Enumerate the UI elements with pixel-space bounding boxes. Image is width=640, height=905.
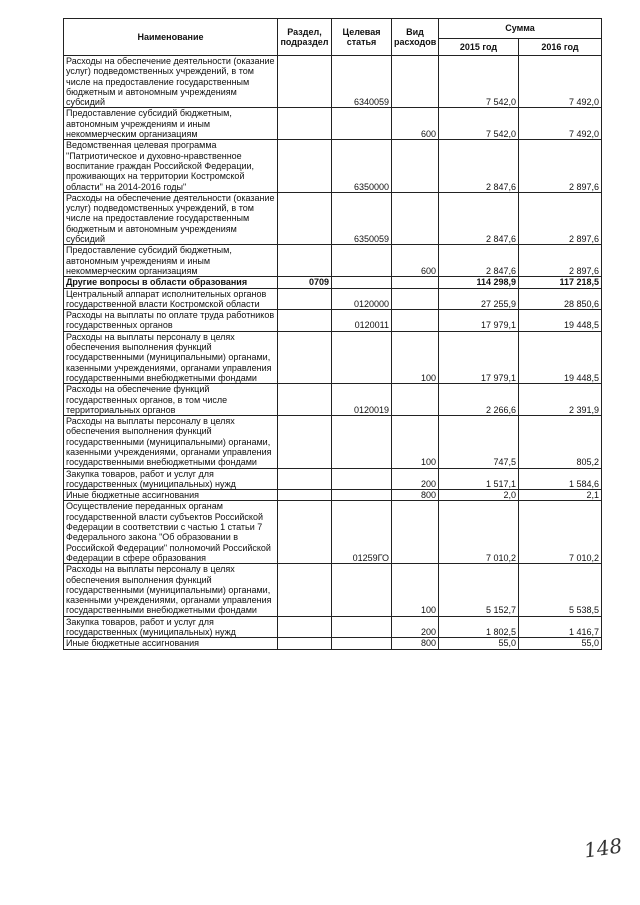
- header-2016: 2016 год: [519, 39, 602, 56]
- row-section: [278, 288, 332, 310]
- row-sum-2016: 7 010,2: [519, 501, 602, 564]
- row-target: [332, 331, 392, 383]
- row-type: 600: [392, 245, 439, 277]
- table-row: [64, 564, 602, 616]
- row-target: [332, 638, 392, 649]
- row-section: [278, 638, 332, 649]
- header-name: Наименование: [64, 19, 278, 56]
- row-sum-2016: 7 492,0: [519, 56, 602, 108]
- row-section: [278, 245, 332, 277]
- row-section: [278, 490, 332, 501]
- row-sum-2015: 7 542,0: [439, 108, 519, 140]
- row-sum-2015: 1 517,1: [439, 468, 519, 490]
- row-section: [278, 384, 332, 416]
- row-sum-2015: 2 847,6: [439, 192, 519, 244]
- table-row: [64, 331, 602, 383]
- row-name: Закупка товаров, работ и услуг для государственных (муниципальных) нужд: [64, 616, 278, 638]
- row-type: [392, 384, 439, 416]
- row-type: [392, 310, 439, 332]
- table-row: [64, 490, 602, 501]
- table-row: [64, 416, 602, 468]
- row-section: [278, 501, 332, 564]
- row-type: [392, 288, 439, 310]
- row-sum-2015: 114 298,9: [439, 277, 519, 288]
- row-sum-2016: 2 897,6: [519, 192, 602, 244]
- page-number: 148: [582, 833, 624, 863]
- row-target: 6350000: [332, 140, 392, 192]
- table-row: [64, 310, 602, 332]
- table-row: [64, 616, 602, 638]
- row-target: 6340059: [332, 56, 392, 108]
- header-sum: Сумма: [439, 19, 602, 39]
- header-section: Раздел, подраздел: [278, 19, 332, 56]
- row-name: Расходы на обеспечение функций государственных органов, в том числе территориальных органов: [64, 384, 278, 416]
- row-section: [278, 416, 332, 468]
- row-target: [332, 277, 392, 288]
- row-sum-2016: 19 448,5: [519, 310, 602, 332]
- row-type: 800: [392, 638, 439, 649]
- row-sum-2016: 2 391,9: [519, 384, 602, 416]
- row-sum-2015: 2,0: [439, 490, 519, 501]
- table-row: [64, 108, 602, 140]
- table-row: [64, 277, 602, 288]
- row-name: Расходы на обеспечение деятельности (оказание услуг) подведомственных учреждений, в том числе на предоставление государственным бюджетным и автономным учреждениям субсидий: [64, 192, 278, 244]
- row-target: [332, 616, 392, 638]
- row-type: [392, 56, 439, 108]
- row-section: [278, 468, 332, 490]
- row-name: Центральный аппарат исполнительных органов государственной власти Костромской области: [64, 288, 278, 310]
- row-sum-2016: 55,0: [519, 638, 602, 649]
- table-row: [64, 56, 602, 108]
- row-name: Предоставление субсидий бюджетным, автономным учреждениям и иным некоммерческим организациям: [64, 245, 278, 277]
- row-name: Расходы на выплаты персоналу в целях обеспечения выполнения функций государственными (муниципальными) органами, казенными учреждениями, органами управления государственными внебюджетными фондами: [64, 331, 278, 383]
- row-name: Расходы на обеспечение деятельности (оказание услуг) подведомственных учреждений, в том числе на предоставление государственным бюджетным и автономным учреждениям субсидий: [64, 56, 278, 108]
- row-name: Расходы на выплаты персоналу в целях обеспечения выполнения функций государственными (муниципальными) органами, казенными учреждениями, органами управления государственными внебюджетными фондами: [64, 564, 278, 616]
- row-type: 600: [392, 108, 439, 140]
- budget-table: [63, 18, 602, 650]
- row-name: Предоставление субсидий бюджетным, автономным учреждениям и иным некоммерческим организациям: [64, 108, 278, 140]
- row-name: Иные бюджетные ассигнования: [64, 490, 278, 501]
- row-type: [392, 277, 439, 288]
- row-target: [332, 490, 392, 501]
- row-sum-2016: 2,1: [519, 490, 602, 501]
- row-name: Ведомственная целевая программа "Патриотическое и духовно-нравственное воспитание граждан Российской Федерации, проживающих на территории Костромской области" на 2014-2016 годы": [64, 140, 278, 192]
- row-target: [332, 416, 392, 468]
- row-sum-2016: 5 538,5: [519, 564, 602, 616]
- row-type: 100: [392, 564, 439, 616]
- row-sum-2015: 27 255,9: [439, 288, 519, 310]
- row-sum-2015: 747,5: [439, 416, 519, 468]
- header-type: Вид расходов: [392, 19, 439, 56]
- row-target: 0120019: [332, 384, 392, 416]
- row-section: [278, 108, 332, 140]
- row-name: Расходы на выплаты по оплате труда работников государственных органов: [64, 310, 278, 332]
- row-name: Другие вопросы в области образования: [64, 277, 278, 288]
- row-section: [278, 192, 332, 244]
- row-sum-2016: 2 897,6: [519, 245, 602, 277]
- row-target: 01259ГО: [332, 501, 392, 564]
- table-row: [64, 192, 602, 244]
- row-type: [392, 501, 439, 564]
- row-target: [332, 468, 392, 490]
- row-section: [278, 331, 332, 383]
- header-2015: 2015 год: [439, 39, 519, 56]
- table-row: [64, 384, 602, 416]
- row-sum-2016: 19 448,5: [519, 331, 602, 383]
- row-sum-2015: 55,0: [439, 638, 519, 649]
- row-type: 100: [392, 416, 439, 468]
- row-sum-2015: 17 979,1: [439, 331, 519, 383]
- row-type: 800: [392, 490, 439, 501]
- row-sum-2016: 1 416,7: [519, 616, 602, 638]
- table-row: [64, 288, 602, 310]
- row-target: 0120000: [332, 288, 392, 310]
- row-type: 200: [392, 468, 439, 490]
- row-target: 0120011: [332, 310, 392, 332]
- row-name: Закупка товаров, работ и услуг для государственных (муниципальных) нужд: [64, 468, 278, 490]
- row-target: [332, 564, 392, 616]
- row-section: [278, 140, 332, 192]
- row-sum-2016: 2 897,6: [519, 140, 602, 192]
- row-sum-2015: 17 979,1: [439, 310, 519, 332]
- row-sum-2016: 805,2: [519, 416, 602, 468]
- row-sum-2015: 1 802,5: [439, 616, 519, 638]
- row-type: [392, 192, 439, 244]
- row-section: 0709: [278, 277, 332, 288]
- row-sum-2015: 2 266,6: [439, 384, 519, 416]
- row-section: [278, 616, 332, 638]
- row-name: Осуществление переданных органам государственной власти субъектов Российской Федерации в соответствии с частью 1 статьи 7 Федерального закона "Об образовании в Российской Федерации" полномочий Российской Федерации в сфере образования: [64, 501, 278, 564]
- table-row: [64, 245, 602, 277]
- row-type: [392, 140, 439, 192]
- row-type: 200: [392, 616, 439, 638]
- table-row: [64, 501, 602, 564]
- row-section: [278, 564, 332, 616]
- row-target: 6350059: [332, 192, 392, 244]
- row-name: Расходы на выплаты персоналу в целях обеспечения выполнения функций государственными (муниципальными) органами, казенными учреждениями, органами управления государственными внебюджетными фондами: [64, 416, 278, 468]
- row-type: 100: [392, 331, 439, 383]
- row-sum-2015: 7 542,0: [439, 56, 519, 108]
- row-section: [278, 310, 332, 332]
- row-target: [332, 245, 392, 277]
- header-target: Целевая статья: [332, 19, 392, 56]
- row-section: [278, 56, 332, 108]
- row-sum-2015: 7 010,2: [439, 501, 519, 564]
- row-sum-2015: 2 847,6: [439, 245, 519, 277]
- row-sum-2016: 117 218,5: [519, 277, 602, 288]
- row-name: Иные бюджетные ассигнования: [64, 638, 278, 649]
- row-target: [332, 108, 392, 140]
- row-sum-2016: 7 492,0: [519, 108, 602, 140]
- row-sum-2016: 28 850,6: [519, 288, 602, 310]
- table-row: [64, 468, 602, 490]
- row-sum-2015: 2 847,6: [439, 140, 519, 192]
- table-row: [64, 140, 602, 192]
- row-sum-2015: 5 152,7: [439, 564, 519, 616]
- table-row: [64, 638, 602, 649]
- row-sum-2016: 1 584,6: [519, 468, 602, 490]
